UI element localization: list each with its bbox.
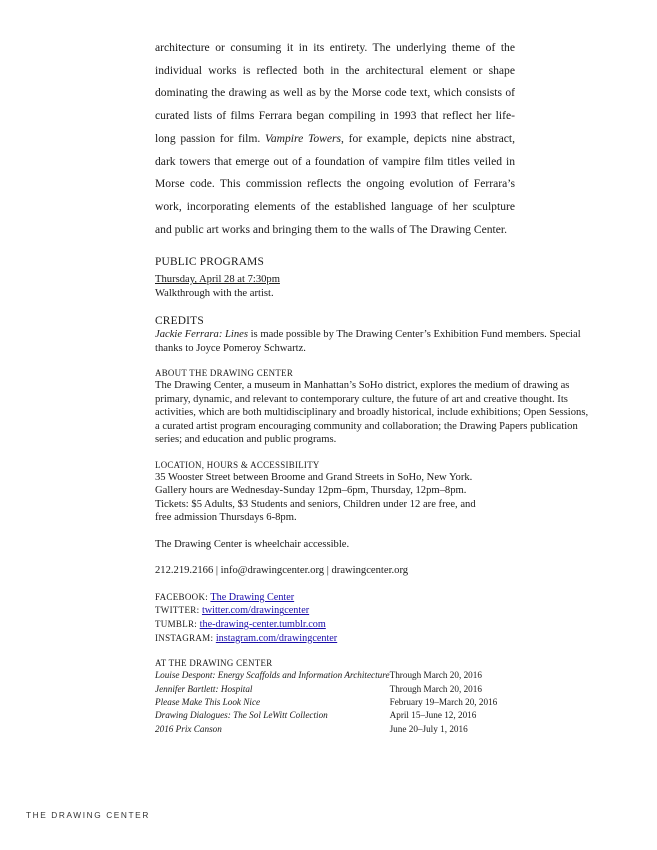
contact-line: 212.219.2166 | info@drawingcenter.org | drawingcenter.org — [155, 565, 409, 577]
exhibition-row — [155, 696, 497, 709]
exhibition-row — [155, 723, 497, 736]
location-heading: LOCATION, HOURS & ACCESSIBILITY — [155, 459, 320, 470]
exhibition-title: Jennifer Bartlett: Hospital — [155, 683, 253, 694]
public-programs-heading: PUBLIC PROGRAMS — [155, 256, 265, 269]
footer-wordmark: THE DRAWING CENTER — [26, 810, 150, 820]
exhibition-title: Drawing Dialogues: The Sol LeWitt Collection — [155, 710, 328, 721]
credits-text — [155, 328, 595, 355]
document-body — [155, 37, 589, 736]
credits-body: is made possible by The Drawing Center’s Exhibition Fund members. Special thanks to Joyce Pomeroy Schwartz. — [155, 329, 581, 354]
exhibition-dates: Through March 20, 2016 — [389, 670, 482, 681]
intro-paragraph — [155, 37, 515, 241]
exhibition-row — [155, 669, 497, 682]
exhibition-dates: April 15–June 12, 2016 — [389, 710, 477, 721]
location-hours: Gallery hours are Wednesday-Sunday 12pm–6pm, Thursday, 12pm–8pm. — [155, 485, 467, 497]
program-date: Thursday, April 28 at 7:30pm — [155, 274, 280, 286]
exhibition-dates: Through March 20, 2016 — [389, 683, 482, 694]
location-tickets: Tickets: $5 Adults, $3 Students and seniors, Children under 12 are free, and — [155, 498, 476, 510]
intro-text-rest: , for example, depicts nine abstract, dark towers that emerge out of a foundation of vampire film titles veiled in Morse code. This commission reflects the ongoing evolution of Ferrara’s work, incorporating elements of the established language of her sculpture and public art works and bringing them to the walls of The Drawing Center. — [155, 131, 515, 236]
exhibition-dates: June 20–July 1, 2016 — [389, 723, 468, 734]
tumblr-label: TUMBLR: — [155, 619, 198, 630]
facebook-label: FACEBOOK: — [155, 591, 209, 602]
instagram-link[interactable]: instagram.com/drawingcenter — [215, 632, 338, 644]
about-text: The Drawing Center, a museum in Manhattan’s SoHo district, explores the medium of drawing as primary, dynamic, and relevant to contemporary culture, the future of art and creative thought. Its activities, which are both multidisciplinary and broadly historical, include exhibitions; Open Sessions, a curated artist program encouraging community and collaboration; the Drawing Papers publication series; and education and public programs. — [155, 380, 589, 446]
exhibitions-heading: AT THE DRAWING CENTER — [155, 658, 273, 669]
twitter-label: TWITTER: — [155, 605, 200, 616]
location-free-admission: free admission Thursdays 6-8pm. — [155, 512, 297, 524]
location-address: 35 Wooster Street between Broome and Grand Streets in SoHo, New York. — [155, 471, 473, 483]
credits-heading: CREDITS — [155, 315, 204, 328]
exhibitions-table — [155, 669, 497, 736]
social-instagram — [155, 632, 515, 646]
social-twitter — [155, 604, 515, 618]
social-tumblr — [155, 618, 515, 632]
exhibition-row — [155, 709, 497, 722]
exhibition-title: Louise Despont: Energy Scaffolds and Information Architecture — [155, 670, 390, 681]
accessibility-note: The Drawing Center is wheelchair accessible. — [155, 538, 350, 550]
exhibition-dates: February 19–March 20, 2016 — [389, 697, 498, 708]
exhibition-title: 2016 Prix Canson — [155, 723, 222, 734]
about-heading: ABOUT THE DRAWING CENTER — [155, 368, 294, 379]
credits-italic-title: Jackie Ferrara: Lines — [155, 329, 248, 341]
facebook-link[interactable]: The Drawing Center — [210, 591, 295, 603]
intro-text: architecture or consuming it in its entirety. The underlying theme of the individual works is reflected both in the architectural element or shape dominating the drawing as well as by the Morse code text, which consists of curated lists of films Ferrara began compiling in 1993 that reflect her life-long passion for film. — [155, 41, 515, 145]
program-description: Walkthrough with the artist. — [155, 287, 274, 299]
instagram-label: INSTAGRAM: — [155, 632, 214, 643]
intro-italic-title: Vampire Towers — [265, 131, 342, 145]
exhibition-title: Please Make This Look Nice — [155, 697, 261, 708]
tumblr-link[interactable]: the-drawing-center.tumblr.com — [199, 619, 326, 631]
social-facebook — [155, 591, 515, 605]
exhibition-row — [155, 683, 497, 696]
twitter-link[interactable]: twitter.com/drawingcenter — [201, 605, 310, 617]
